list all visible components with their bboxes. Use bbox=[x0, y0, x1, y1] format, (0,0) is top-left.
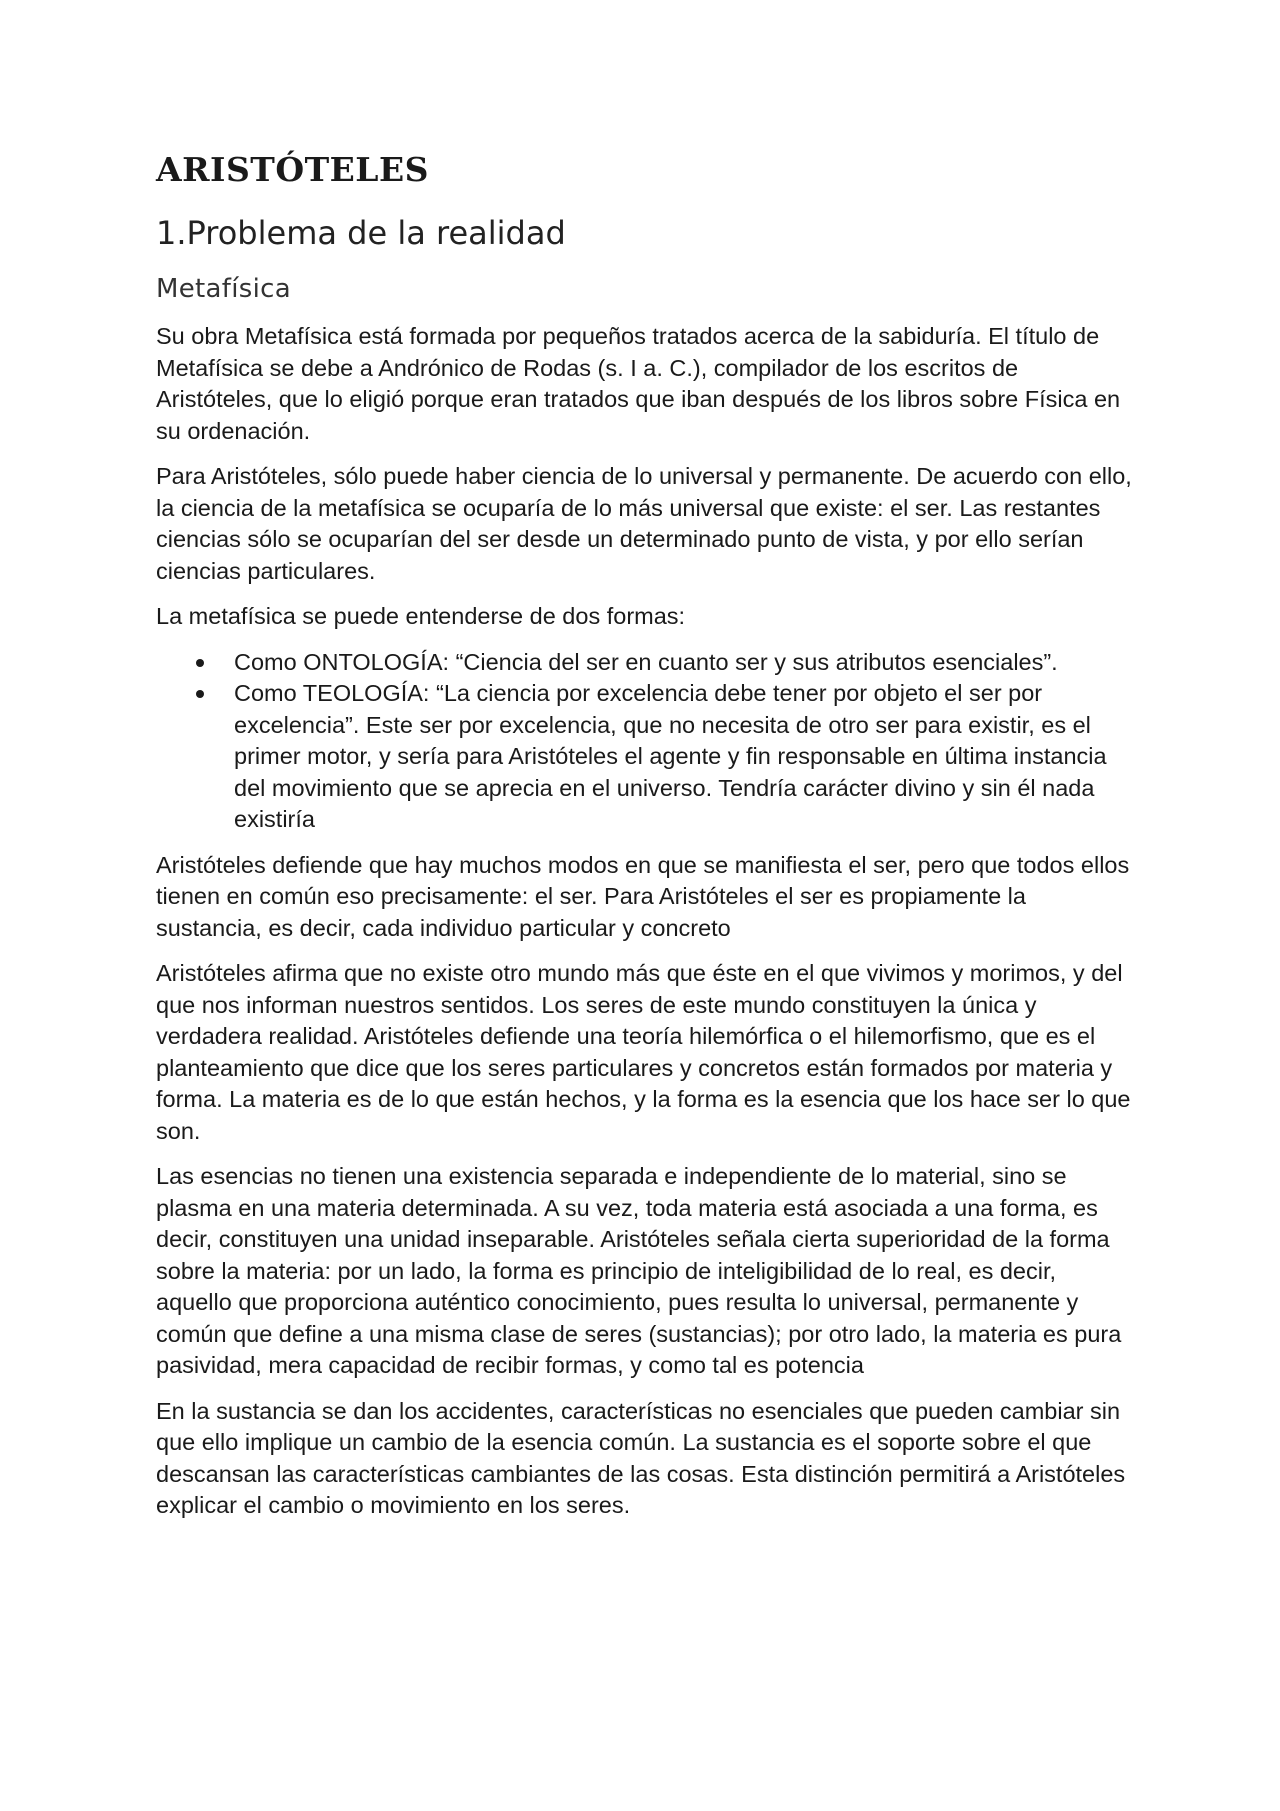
list-item-text: Como TEOLOGÍA: “La ciencia por excelencia debe tener por objeto el ser por excelencia”. Este ser por excelencia, que no necesita de otro ser para existir, es el primer motor, y sería para Aristóteles el agente y fin responsable en última instancia del movimiento que se aprecia en el universo. Tendría carácter divino y sin él nada existiría bbox=[234, 680, 1107, 833]
list-item-text: Como ONTOLOGÍA: “Ciencia del ser en cuanto ser y sus atributos esenciales”. bbox=[234, 648, 1058, 675]
subsection-title: Metafísica bbox=[156, 273, 291, 304]
document-page bbox=[156, 150, 1136, 1536]
section-title: 1.Problema de la realidad bbox=[156, 213, 566, 252]
paragraph-universal-science: Para Aristóteles, sólo puede haber ciencia de lo universal y permanente. De acuerdo con ello, la ciencia de la metafísica se ocuparía de lo más universal que existe: el ser. Las restantes ciencias sólo se ocuparían del ser desde un determinado punto de vista, y por ello serían ciencias particulares. bbox=[156, 463, 1132, 584]
list-item-teologia bbox=[234, 678, 1136, 836]
paragraph-accidentes: En la sustancia se dan los accidentes, características no esenciales que pueden cambiar sin que ello implique un cambio de la esencia común. La sustancia es el soporte sobre el que descansan las características cambiantes de las cosas. Esta distinción permitirá a Aristóteles explicar el cambio o movimiento en los seres. bbox=[156, 1397, 1126, 1519]
paragraph-hilemorfismo: Aristóteles afirma que no existe otro mundo más que éste en el que vivimos y morimos, y del que nos informan nuestros sentidos. Los seres de este mundo constituyen la única y verdadera realidad. Aristóteles defiende una teoría hilemórfica o el hilemorfismo, que es el planteamiento que dice que los seres particulares y concretos están formados por materia y forma. La materia es de lo que están hechos, y la forma es la esencia que los hace ser lo que son. bbox=[156, 960, 1131, 1144]
paragraph-two-forms-intro: La metafísica se puede entenderse de dos formas: bbox=[156, 603, 686, 630]
paragraph-esencias: Las esencias no tienen una existencia separada e independiente de lo material, sino se plasma en una materia determinada. A su vez, toda materia está asociada a una forma, es decir, constituyen una unidad inseparable. Aristóteles señala cierta superioridad de la forma sobre la materia: por un lado, la forma es principio de inteligibilidad de lo real, es decir, aquello que proporciona auténtico conocimiento, pues resulta lo universal, permanente y común que define a una misma clase de seres (sustancias); por otro lado, la materia es pura pasividad, mera capacidad de recibir formas, y como tal es potencia bbox=[156, 1163, 1122, 1379]
bullet-icon bbox=[196, 690, 204, 698]
paragraph-metafisica-origin: Su obra Metafísica está formada por pequeños tratados acerca de la sabiduría. El título de Metafísica se debe a Andrónico de Rodas (s. I a. C.), compilador de los escritos de Aristóteles, que lo eligió porque eran tratados que iban después de los libros sobre Física en su ordenación. bbox=[156, 323, 1121, 444]
metafisica-forms-list bbox=[156, 647, 1136, 836]
document-title: ARISTÓTELES bbox=[156, 150, 429, 189]
paragraph-sustancia: Aristóteles defiende que hay muchos modos en que se manifiesta el ser, pero que todos ellos tienen en común eso precisamente: el ser. Para Aristóteles el ser es propiamente la sustancia, es decir, cada individuo particular y concreto bbox=[156, 851, 1130, 941]
bullet-icon bbox=[196, 659, 204, 667]
list-item-ontologia bbox=[234, 647, 1136, 679]
